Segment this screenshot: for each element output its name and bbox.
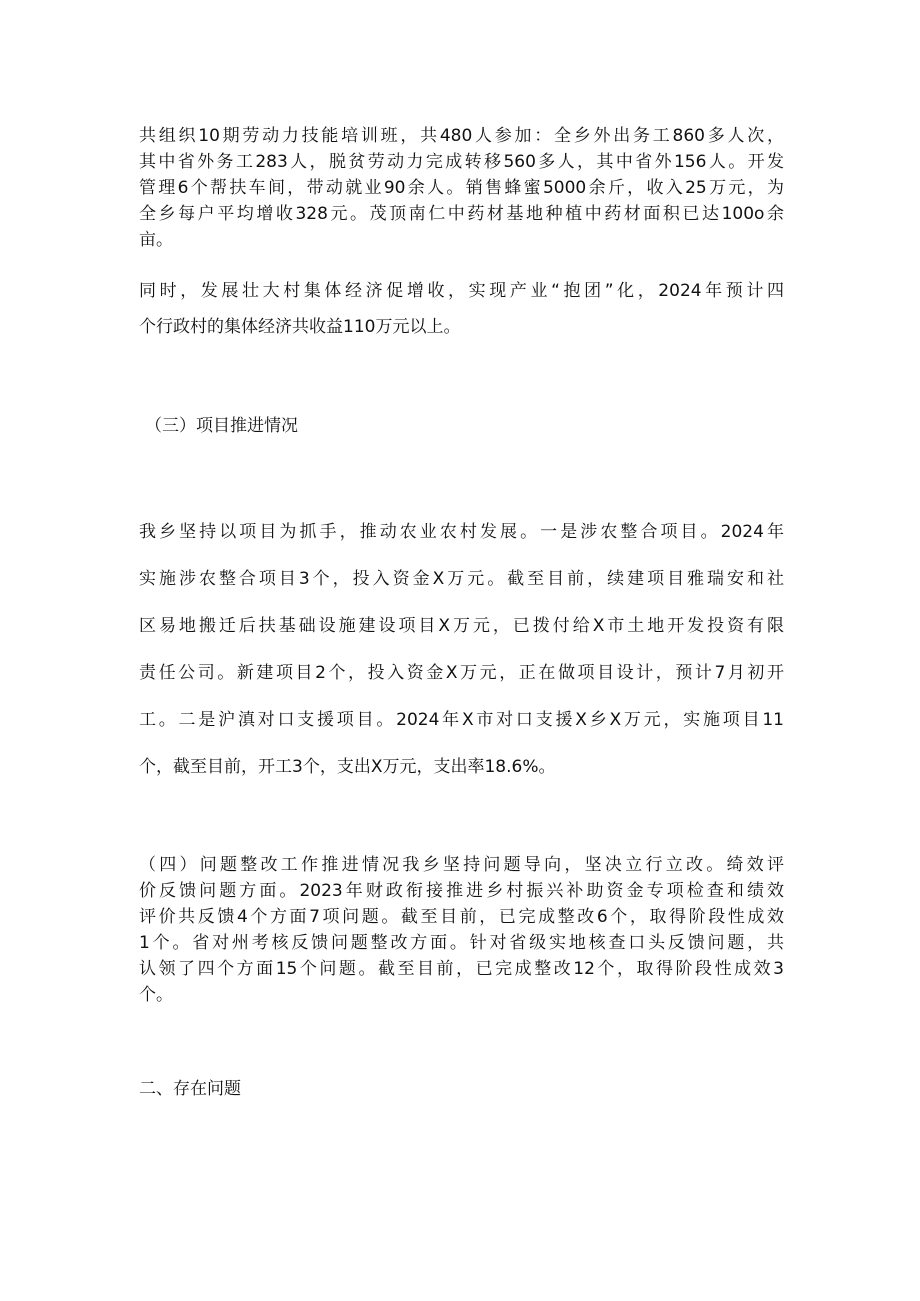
text-line: 亩。 — [139, 230, 173, 250]
text-line: 责任公司。新建项目2个，投入资金X万元，正在做项目设计，预计7月初开 — [139, 663, 784, 683]
text-line: 个行政村的集体经济共收益110万元以上。 — [139, 317, 461, 337]
text-line: 全乡每户平均增收328元。茂顶南仁中药材基地种植中药材面积已达100o余 — [139, 204, 784, 224]
text-line: 管理6个帮扶车间，带动就业90余人。销售蜂蜜5000余斤，收入25万元，为 — [139, 178, 784, 198]
heading-text: （三）项目推进情况 — [145, 416, 298, 436]
text-line: 共组织10期劳动力技能培训班，共480人参加：全乡外出务工860多人次， — [139, 126, 784, 146]
text-line: 工。二是沪滇对口支援项目。2024年X市对口支援X乡X万元，实施项目11 — [139, 710, 784, 730]
section-heading-project-progress — [145, 413, 790, 439]
paragraph-training-employment — [139, 123, 784, 253]
paragraph-collective-economy — [139, 273, 784, 345]
text-line: 其中省外务工283人，脱贫劳动力完成转移560多人，其中省外156人。开发 — [139, 152, 784, 172]
text-line: 个，截至目前，开工3个，支出X万元，支出率18.6%。 — [139, 757, 556, 777]
heading-text: 二、存在问题 — [139, 1079, 241, 1099]
text-line: 1个。省对州考核反馈问题整改方面。针对省级实地核查口头反馈问题，共 — [139, 933, 784, 953]
text-line: （四）问题整改工作推进情况我乡坚持问题导向，坚决立行立改。绮效评 — [139, 855, 784, 875]
paragraph-project-progress — [139, 509, 784, 791]
text-line: 价反馈问题方面。2023年财政衔接推进乡村振兴补助资金专项检查和绩效 — [139, 881, 784, 901]
text-line: 评价共反馈4个方面7项问题。截至目前，已完成整改6个，取得阶段性成效 — [139, 907, 784, 927]
paragraph-rectification — [139, 852, 784, 1008]
text-line: 认领了四个方面15个问题。截至目前，已完成整改12个，取得阶段性成效3 — [139, 959, 784, 979]
text-line: 同时，发展壮大村集体经济促增收，实现产业“抱团”化，2024年预计四 — [139, 281, 784, 301]
text-line: 我乡坚持以项目为抓手，推动农业农村发展。一是涉农整合项目。2024年 — [139, 522, 784, 542]
text-line: 区易地搬迁后扶基础设施建设项目X万元，已拨付给X市土地开发投资有限 — [139, 616, 784, 636]
section-heading-existing-problems — [139, 1076, 784, 1102]
text-line: 个。 — [139, 985, 173, 1005]
text-line: 实施涉农整合项目3个，投入资金X万元。截至目前，续建项目雅瑞安和社 — [139, 569, 784, 589]
